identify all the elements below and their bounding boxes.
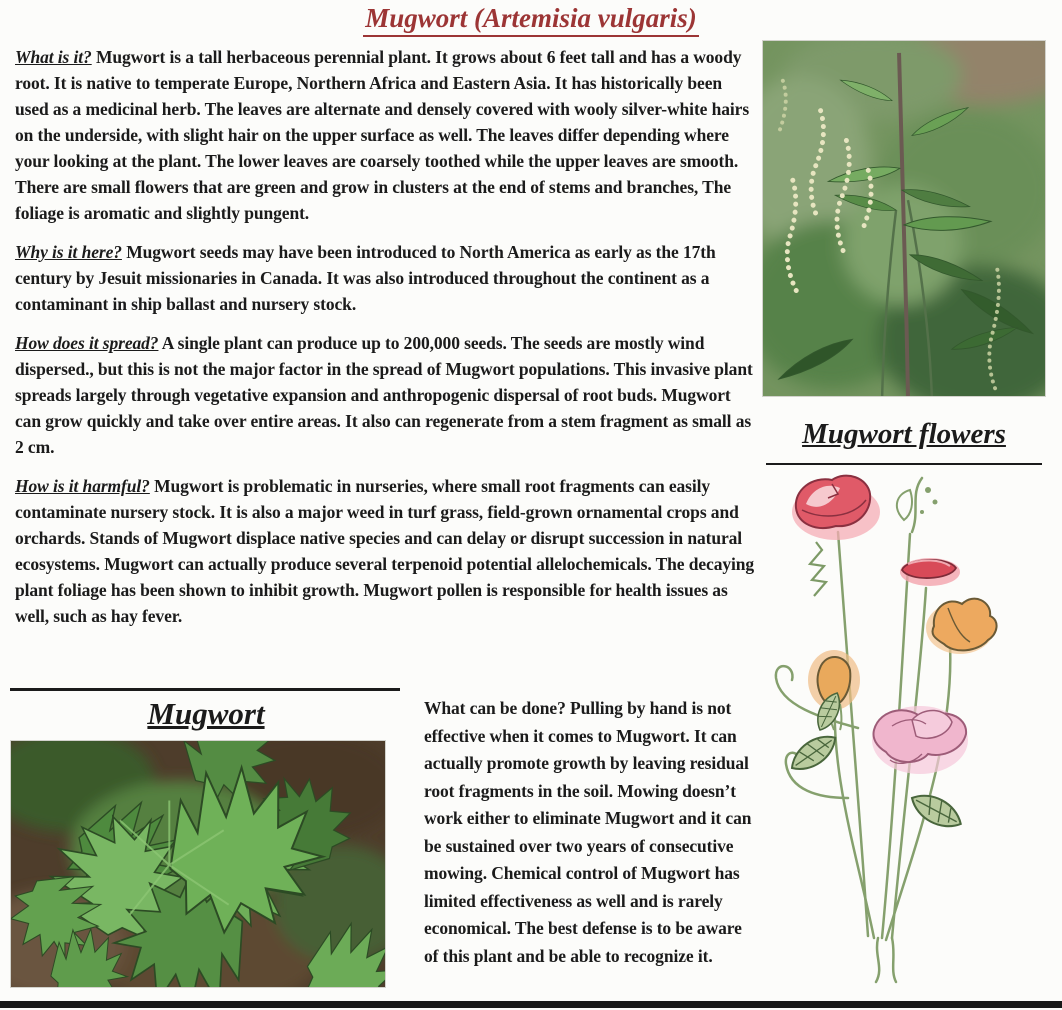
section-heading: What can be done? [424,698,566,718]
bottom-row [10,688,757,988]
divider-left [10,688,400,691]
section-how-does-it-spread [15,330,755,460]
divider-right [766,463,1042,465]
main-text-column [15,44,755,642]
section-body: Mugwort is a tall herbaceous perennial plant. It grows about 6 feet tall and has a woody root. It is native to temperate Europe, Northern Africa and Eastern Asia. It has historically been used as a medicinal herb. The leaves are alternate and densely covered with wooly silver-white hairs on the underside, with slight hair on the upper surface as well. The leaves differ depending where your looking at the plant. The lower leaves are coarsely toothed while the upper leaves are smooth. There are small flowers that are green and grow in clusters at the end of stems and branches, The foliage is aromatic and slightly pungent. [15,47,750,223]
mugwort-flowers-caption: Mugwort flowers [802,418,1006,450]
mugwort-leaves-figure [10,688,402,988]
section-what-can-be-done [424,688,757,988]
section-body: A single plant can produce up to 200,000 seeds. The seeds are mostly wind dispersed., but this is not the major factor in the spread of Mugwort populations. This invasive plant spreads largely through vegetative expansion and anthropogenic dispersal of root buds. Mugwort can grow quickly and take over entire areas. It also can regenerate from a stem fragment as small as 2 cm. [15,333,753,457]
mugwort-leaves-caption: Mugwort [147,696,265,731]
section-heading: What is it? [15,47,92,67]
section-how-is-it-harmful [15,473,755,629]
section-body: Pulling by hand is not effective when it comes to Mugwort. It can actually promote growth by leaving residual root fragments in the soil. Mowing doesn’t work either to eliminate Mugwort and it can be sustained over two years of consecutive mowing. Chemical control of Mugwort has limited effectiveness as well and is rarely economical. The best defense is to be aware of this plant and be able to recognize it. [424,698,752,966]
page-title-text: Mugwort (Artemisia vulgaris) [363,3,699,37]
mugwort-flowers-photo [762,40,1046,397]
section-body: Mugwort is problematic in nurseries, where small root fragments can easily contaminate nursery stock. It is also a major weed in turf grass, field-grown ornamental crops and orchards. Stands of Mugwort displace native species and can delay or disrupt succession in natural ecosystems. Mugwort can actually produce several terpenoid potential allelochemicals. The decaying plant foliage has been shown to inhibit growth. Mugwort pollen is responsible for health issues as well, such as hay fever. [15,476,755,626]
section-why-is-it-here [15,239,755,317]
section-heading: How does it spread? [15,333,159,353]
section-body: Mugwort seeds may have been introduced to North America as early as the 17th century by Jesuit missionaries in Canada. It was also introduced throughout the continent as a contaminant in ship ballast and nursery stock. [15,242,716,314]
bottom-bar [0,1001,1062,1008]
flower-illustration [762,468,1046,988]
page-title [0,3,1062,37]
mugwort-leaves-photo [10,740,386,988]
section-what-is-it [15,44,755,226]
right-column [762,40,1046,988]
section-heading: How is it harmful? [15,476,150,496]
section-heading: Why is it here? [15,242,122,262]
